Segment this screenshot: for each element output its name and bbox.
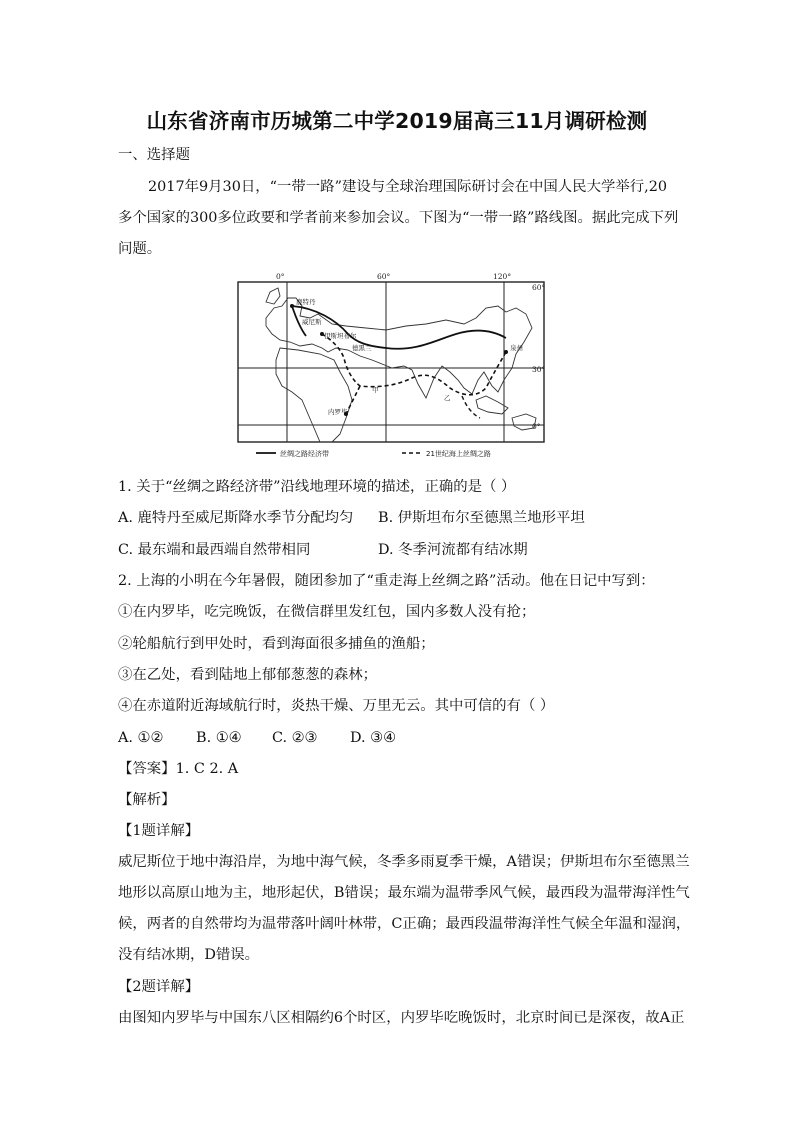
detail-1-line-1: 威尼斯位于地中海沿岸，为地中海气候，冬季多雨夏季干燥，A错误；伊斯坦布尔至德黑兰 <box>118 854 690 870</box>
question-2-option-c: C. ②③ <box>272 730 318 746</box>
label-rotterdam: 鹿特丹 <box>296 298 316 306</box>
lon-label-60: 60° <box>377 272 391 281</box>
answer-line: 【答案】1. C 2. A <box>118 761 239 777</box>
label-venice: 威尼斯 <box>302 318 322 326</box>
question-1-option-a: A. 鹿特丹至威尼斯降水季节分配均匀 <box>118 510 354 526</box>
question-2-option-b: B. ①④ <box>196 730 242 746</box>
question-1-option-c: C. 最东端和最西端自然带相同 <box>118 542 311 558</box>
question-2-item-4: ④在赤道附近海域航行时，炎热干燥、万里无云。其中可信的有（ ） <box>118 698 555 714</box>
detail-1-heading: 【1题详解】 <box>118 823 200 839</box>
label-nairobi: 内罗毕 <box>328 408 348 416</box>
page-title: 山东省济南市历城第二中学2019届高三11月调研检测 <box>146 109 648 133</box>
lat-label-0: 0° <box>532 422 541 431</box>
label-jia: 甲 <box>372 386 379 394</box>
lat-label-60: 60° <box>532 283 546 292</box>
lon-label-120: 120° <box>493 272 512 281</box>
question-2-item-1: ①在内罗毕，吃完晚饭，在微信群里发红包，国内多数人没有抢； <box>118 604 536 620</box>
detail-2-heading: 【2题详解】 <box>118 979 200 995</box>
section-heading: 一、选择题 <box>118 147 190 163</box>
lon-label-0: 0° <box>276 272 285 281</box>
intro-line-2: 多个国家的300多位政要和学者前来参加会议。下图为“一带一路”路线图。据此完成下列 <box>118 210 679 226</box>
analysis-heading: 【解析】 <box>118 792 176 808</box>
detail-1-line-2: 地形以高原山地为主，地形起伏，B错误；最东端为温带季风气候，最西段为温带海洋性气 <box>118 885 690 901</box>
label-yi: 乙 <box>444 394 451 402</box>
label-quanzhou: 泉州 <box>510 344 523 352</box>
question-2-stem: 2. 上海的小明在今年暑假，随团参加了“重走海上丝绸之路”活动。他在日记中写到： <box>118 573 655 589</box>
detail-1-line-4: 没有结冰期，D错误。 <box>118 947 260 963</box>
legend-silk-road-belt: 丝绸之路经济带 <box>280 450 329 458</box>
question-1-option-d: D. 冬季河流都有结冰期 <box>378 542 528 558</box>
detail-2-line-1: 由图知内罗毕与中国东八区相隔约6个时区，内罗毕吃晚饭时，北京时间已是深夜，故A正 <box>118 1010 685 1026</box>
intro-line-1: 2017年9月30日，“一带一路”建设与全球治理国际研讨会在中国人民大学举行,20 <box>148 179 668 195</box>
question-2-item-3: ③在乙处，看到陆地上郁郁葱葱的森林； <box>118 667 378 683</box>
question-2-item-2: ②轮船航行到甲处时，看到海面很多捕鱼的渔船； <box>118 636 435 652</box>
intro-line-3: 问题。 <box>118 241 162 257</box>
lat-label-30: 30° <box>532 365 546 374</box>
label-istanbul: 伊斯坦布尔 <box>324 332 357 340</box>
question-2-option-d: D. ③④ <box>350 730 396 746</box>
question-2-option-a: A. ①② <box>118 730 164 746</box>
legend-maritime-silk-road: 21世纪海上丝绸之路 <box>426 450 491 458</box>
detail-1-line-3: 候，两者的自然带均为温带落叶阔叶林带，C正确；最西段温带海洋性气候全年温和湿润， <box>118 916 691 932</box>
label-tehran: 德黑兰 <box>352 344 372 352</box>
question-1-stem: 1. 关于“丝绸之路经济带”沿线地理环境的描述，正确的是（ ） <box>118 479 516 495</box>
question-1-option-b: B. 伊斯坦布尔至德黑兰地形平坦 <box>378 510 585 526</box>
belt-and-road-map <box>236 268 548 462</box>
